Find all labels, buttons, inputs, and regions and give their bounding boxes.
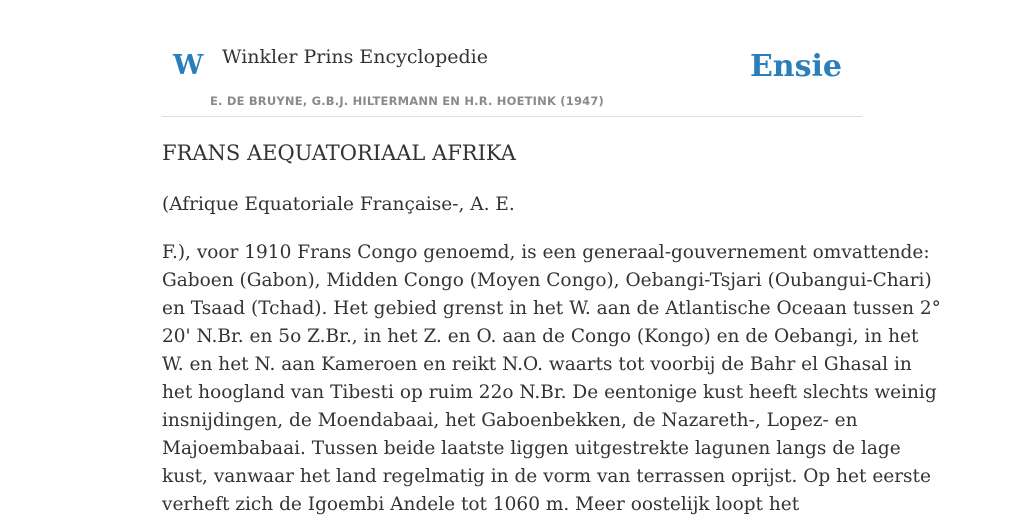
body-line: verheft zich de Igoembi Andele tot 1060 m. Meer oostelijk loopt het: [162, 494, 800, 515]
body-line: Gaboen (Gabon), Midden Congo (Moyen Congo), Oebangi-Tsjari (Oubangui-Chari): [162, 270, 932, 291]
body-line: W. en het N. aan Kameroen en reikt N.O. waarts tot voorbij de Bahr el Ghasal in: [162, 354, 912, 375]
body-line: Majoembabaai. Tussen beide laatste liggen uitgestrekte lagunen langs de lage: [162, 438, 901, 459]
article-subtitle: (Afrique Equatoriale Française-, A. E.: [162, 194, 515, 215]
logo-w-icon[interactable]: W: [173, 50, 204, 81]
body-line: en Tsaad (Tchad). Het gebied grenst in het W. aan de Atlantische Oceaan tussen 2°: [162, 298, 941, 319]
body-line: F.), voor 1910 Frans Congo genoemd, is een generaal-gouvernement omvattende:: [162, 242, 930, 263]
brand-logo[interactable]: Ensie: [749, 49, 842, 84]
body-line: kust, vanwaar het land regelmatig in de vorm van terrassen oprijst. Op het eerste: [162, 466, 931, 487]
site-header: [162, 0, 862, 117]
article-title: FRANS AEQUATORIAAL AFRIKA: [162, 141, 516, 165]
body-line: insnijdingen, de Moendabaai, het Gaboenbekken, de Nazareth-, Lopez- en: [162, 410, 858, 431]
body-line: het hoogland van Tibesti op ruim 22o N.Br. De eentonige kust heeft slechts weinig: [162, 382, 937, 403]
body-line: 20' N.Br. en 5o Z.Br., in het Z. en O. aan de Congo (Kongo) en de Oebangi, in het: [162, 326, 919, 347]
site-title[interactable]: Winkler Prins Encyclopedie: [222, 46, 488, 68]
article-body: [162, 239, 941, 519]
page: [162, 0, 941, 515]
authors-line: E. DE BRUYNE, G.B.J. HILTERMANN EN H.R. HOETINK (1947): [210, 94, 605, 108]
